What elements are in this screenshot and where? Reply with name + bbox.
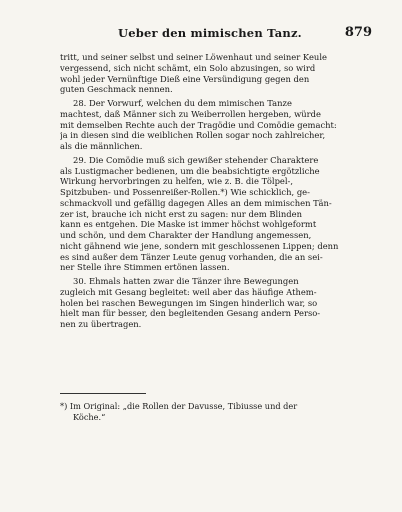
text-line: zer ist, brauche ich nicht erst zu sagen: nur dem Blinden (60, 208, 302, 219)
text-line: 30. Ehmals hatten zwar die Tänzer ihre Bewegungen (73, 276, 299, 286)
text-line: 28. Der Vorwurf, welchen du dem mimischen Tanze (73, 98, 292, 108)
text-line: als Lustigmacher bedienen, um die beabsichtigte ergötzliche (60, 165, 320, 176)
text-line: zugleich mit Gesang begleitet: weil aber das häufige Athem- (60, 286, 317, 297)
text-line: und schön, und dem Charakter der Handlung angemessen, (60, 230, 312, 240)
text-line: holen bei raschen Bewegungen im Singen hinderlich war, so (60, 297, 318, 308)
footnote-line: Köche.“ (73, 411, 106, 422)
text-line: machtest, daß Männer sich zu Weiberrollen hergeben, würde (60, 108, 321, 119)
footnote (60, 401, 376, 422)
page-header (118, 26, 378, 42)
text-line: als die männlichen. (60, 141, 143, 151)
text-line: kann es entgehen. Die Maske ist immer höchst wohlgeformt (60, 219, 317, 230)
text-line: mit demselben Rechte auch der Tragödie und Comödie gemacht: (60, 119, 337, 130)
footnote-rule (60, 393, 146, 394)
footnote-line: *) Im Original: „die Rollen der Davusse, Tibiusse und der (60, 401, 298, 411)
text-line: tritt, und seiner selbst und seiner Löwenhaut und seiner Keule (60, 52, 327, 62)
text-line: nicht gähnend wie jene, sondern mit geschlossenen Lippen; denn (60, 240, 339, 251)
text-line: hielt man für besser, den begleitenden Gesang andern Perso- (60, 308, 321, 319)
text-line: ja in diesen sind die weiblichen Rollen sogar noch zahlreicher, (60, 130, 326, 141)
text-line: 29. Die Comödie muß sich gewißer stehender Charaktere (73, 154, 319, 165)
body-text (60, 52, 376, 330)
text-line: ner Stelle ihre Stimmen ertönen lassen. (60, 262, 230, 273)
running-title: Ueber den mimischen Tanz. (118, 26, 302, 40)
text-line: nen zu übertragen. (60, 319, 142, 329)
text-line: wohl jeder Vernünftige Dieß eine Versündigung gegen den (60, 73, 310, 84)
text-line: Spitzbuben- und Possenreißer-Rollen.*) Wie schicklich, ge- (60, 187, 310, 197)
text-line: vergessend, sich nicht schämt, ein Solo abzusingen, so wird (60, 62, 316, 73)
text-line: guten Geschmack nennen. (60, 84, 173, 95)
text-line: es sind außer dem Tänzer Leute genug vorhanden, die an sei- (60, 251, 323, 262)
page-number: 879 (344, 25, 372, 40)
text-line: Wirkung hervorbringen zu helfen, wie z. B. die Tölpel-, (60, 176, 294, 187)
text-line: schmackvoll und gefällig dagegen Alles an dem mimischen Tän- (60, 197, 332, 208)
